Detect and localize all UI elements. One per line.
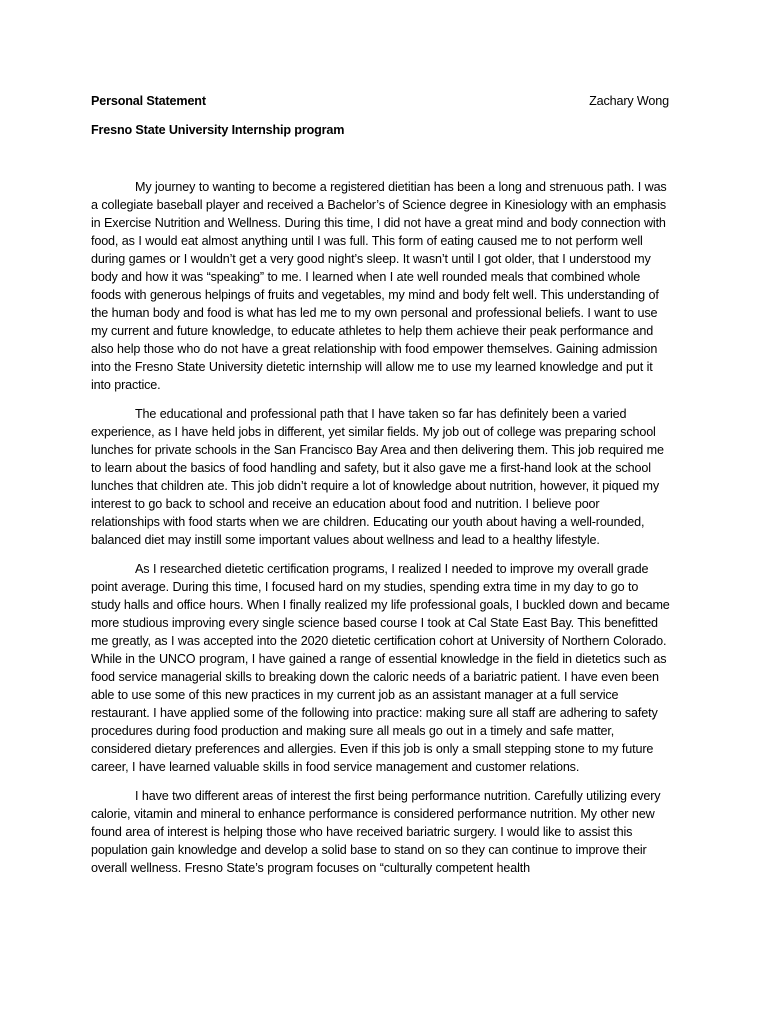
paragraph: As I researched dietetic certification programs, I realized I needed to improve my overall grade point average. During this time, I focused hard on my studies, spending extra time in my day to go to study halls and office hours. When I finally realized my life professional goals, I buckled down and became more studious improving every single science based course I took at Cal State East Bay. This benefitted me greatly, as I was accepted into the 2020 dietetic certification cohort at University of Northern Colorado. While in the UNCO program, I have gained a range of essential knowledge in the field in dietetics such as food service managerial skills to breaking down the caloric needs of a bariatric patient. I have even been able to use some of this new practices in my current job as an assistant manager at a full service restaurant. I have applied some of the following into practice: making sure all staff are adhering to safety procedures during food production and making sure all meals go out in a timely and safe matter, considered dietary preferences and allergies. Even if this job is only a small stepping stone to my future career, I have learned valuable skills in food service management and customer relations. — [91, 562, 670, 774]
paragraph: I have two different areas of interest the first being performance nutrition. Carefully utilizing every calorie, vitamin and mineral to enhance performance is considered performance nutrition. My other new found area of interest is helping those who have received bariatric surgery. I would like to assist this population gain knowledge and develop a solid base to stand on so they can continue to improve their overall wellness. Fresno State’s program focuses on “culturally competent health — [91, 789, 661, 875]
document-header — [91, 92, 671, 110]
author-name: Zachary Wong — [589, 94, 669, 108]
paragraph: My journey to wanting to become a registered dietitian has been a long and strenuous path. I was a collegiate baseball player and received a Bachelor’s of Science degree in Kinesiology with an emphasis in Exercise Nutrition and Wellness. During this time, I did not have a great mind and body connection with food, as I would eat almost anything until I was full. This form of eating caused me to not perform well during games or I wouldn’t get a very good night’s sleep. It wasn’t until I got older, that I understood my body and how it was “speaking” to me. I learned when I ate well rounded meals that combined whole foods with generous helpings of fruits and vegetables, my mind and body felt well. This understanding of the human body and food is what has led me to my own personal and professional beliefs. I want to use my current and future knowledge, to educate athletes to help them achieve their peak performance and also help those who do not have a great relationship with food empower themselves. Gaining admission into the Fresno State University dietetic internship will allow me to use my learned knowledge and put it into practice. — [91, 180, 667, 392]
document-title: Personal Statement — [91, 94, 206, 108]
paragraph: The educational and professional path that I have taken so far has definitely been a varied experience, as I have held jobs in different, yet similar fields. My job out of college was preparing school lunches for private schools in the San Francisco Bay Area and then delivering them. This job required me to learn about the basics of food handling and safety, but it also gave me a first-hand look at the school lunches that children ate. This job didn’t require a lot of knowledge about nutrition, however, it piqued my interest to go back to school and receive an education about food and nutrition. I believe poor relationships with food starts when we are children. Educating our youth about having a well-rounded, balanced diet may instill some important values about wellness and lead to a healthy lifestyle. — [91, 407, 664, 547]
program-name: Fresno State University Internship program — [91, 123, 345, 137]
statement-text — [91, 178, 671, 888]
